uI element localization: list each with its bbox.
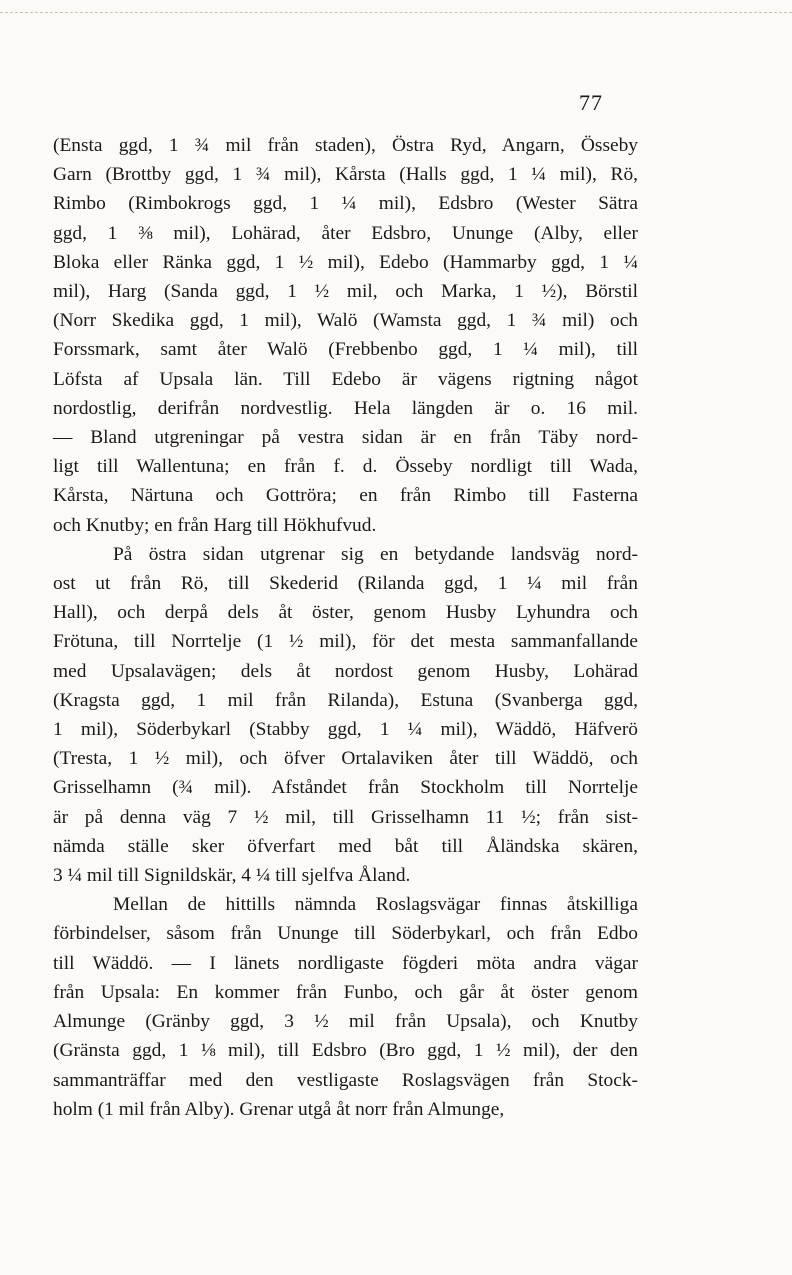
text-line: mil), Harg (Sanda ggd, 1 ½ mil, och Marka, 1 ½), Börstil bbox=[53, 281, 638, 303]
text-line: Bloka eller Ränka ggd, 1 ½ mil), Edebo (Hammarby ggd, 1 ¼ bbox=[53, 251, 638, 273]
page-number: 77 bbox=[579, 90, 603, 115]
text-line: är på denna väg 7 ½ mil, till Grisselhamn 11 ½; från sist- bbox=[53, 806, 638, 828]
text-line: 1 mil), Söderbykarl (Stabby ggd, 1 ¼ mil), Wäddö, Häfverö bbox=[53, 719, 638, 741]
text-line: nordostlig, derifrån nordvestlig. Hela längden är o. 16 mil. bbox=[53, 397, 638, 419]
text-line: Hall), och derpå dels åt öster, genom Husby Lyhundra och bbox=[53, 602, 638, 624]
text-line: (Tresta, 1 ½ mil), och öfver Ortalaviken åter till Wäddö, och bbox=[53, 748, 638, 770]
paragraph bbox=[53, 540, 638, 890]
body-text bbox=[53, 131, 638, 1124]
text-line: Almunge (Gränby ggd, 3 ½ mil från Upsala), och Knutby bbox=[53, 1011, 638, 1033]
text-line: Forssmark, samt åter Walö (Frebbenbo ggd, 1 ¼ mil), till bbox=[53, 339, 638, 361]
scan-edge-rule bbox=[0, 12, 792, 13]
text-line: Löfsta af Upsala län. Till Edebo är vägens rigtning något bbox=[53, 368, 638, 390]
text-line: Frötuna, till Norrtelje (1 ½ mil), för det mesta sammanfallande bbox=[53, 631, 638, 653]
text-line: ost ut från Rö, till Skederid (Rilanda ggd, 1 ¼ mil från bbox=[53, 573, 638, 595]
text-line: ggd, 1 ⅜ mil), Lohärad, åter Edsbro, Ununge (Alby, eller bbox=[53, 222, 638, 244]
text-line: ligt till Wallentuna; en från f. d. Össeby nordligt till Wada, bbox=[53, 456, 638, 478]
text-line: Rimbo (Rimbokrogs ggd, 1 ¼ mil), Edsbro (Wester Sätra bbox=[53, 193, 638, 215]
text-line: från Upsala: En kommer från Funbo, och går åt öster genom bbox=[53, 981, 638, 1003]
paragraph bbox=[53, 890, 638, 1124]
text-line: (Norr Skedika ggd, 1 mil), Walö (Wamsta ggd, 1 ¾ mil) och bbox=[53, 310, 638, 332]
paragraph bbox=[53, 131, 638, 540]
text-line: Grisselhamn (¾ mil). Afståndet från Stockholm till Norrtelje bbox=[53, 777, 638, 799]
text-line: Kårsta, Närtuna och Gottröra; en från Rimbo till Fasterna bbox=[53, 485, 638, 507]
text-line: Mellan de hittills nämnda Roslagsvägar finnas åtskilliga bbox=[113, 894, 638, 916]
text-line: (Kragsta ggd, 1 mil från Rilanda), Estuna (Svanberga ggd, bbox=[53, 689, 638, 711]
text-line: holm (1 mil från Alby). Grenar utgå åt norr från Almunge, bbox=[53, 1098, 505, 1120]
text-line: 3 ¼ mil till Signildskär, 4 ¼ till sjelfva Åland. bbox=[53, 865, 411, 887]
text-line: Garn (Brottby ggd, 1 ¾ mil), Kårsta (Halls ggd, 1 ¼ mil), Rö, bbox=[53, 164, 638, 186]
text-line: till Wäddö. — I länets nordligaste fögderi möta andra vägar bbox=[53, 952, 638, 974]
text-line: På östra sidan utgrenar sig en betydande landsväg nord- bbox=[113, 543, 638, 565]
text-line: förbindelser, såsom från Ununge till Söderbykarl, och från Edbo bbox=[53, 923, 638, 945]
text-line: (Gränsta ggd, 1 ⅛ mil), till Edsbro (Bro ggd, 1 ½ mil), der den bbox=[53, 1040, 638, 1062]
text-line: med Upsalavägen; dels åt nordost genom Husby, Lohärad bbox=[53, 660, 638, 682]
text-line: och Knutby; en från Harg till Hökhufvud. bbox=[53, 514, 377, 536]
text-line: sammanträffar med den vestligaste Roslagsvägen från Stock- bbox=[53, 1069, 638, 1091]
text-line: nämda ställe sker öfverfart med båt till Åländska skären, bbox=[53, 835, 638, 857]
text-line: (Ensta ggd, 1 ¾ mil från staden), Östra Ryd, Angarn, Össeby bbox=[53, 135, 638, 156]
text-line: — Bland utgreningar på vestra sidan är en från Täby nord- bbox=[53, 427, 638, 449]
